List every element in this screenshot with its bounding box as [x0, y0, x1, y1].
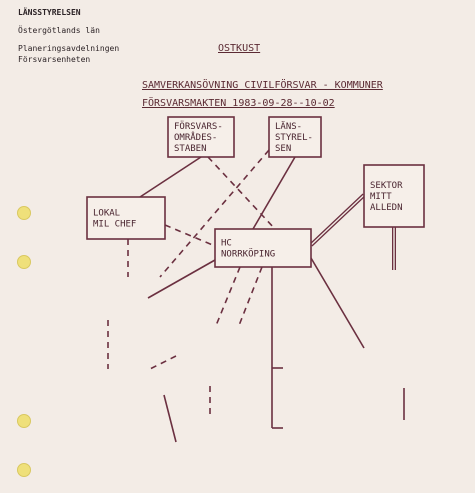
solid-connector [148, 260, 215, 298]
node-sektor-mitt [364, 165, 424, 227]
node-label: OMRÅDES- [174, 133, 218, 143]
region-heading: OSTKUST [218, 43, 261, 54]
dashed-connector [238, 267, 262, 328]
node-label: STYREL- [275, 133, 313, 143]
node-label: NORRKÖPING [221, 249, 276, 260]
exercise-title: SAMVERKANSÖVNING CIVILFÖRSVAR - KOMMUNER [142, 80, 383, 91]
solid-connector [253, 157, 295, 229]
node-label: SEN [275, 144, 292, 154]
node-forsvarsomradesstaben [168, 117, 234, 157]
node-label: MITT [370, 192, 392, 202]
solid-connector [311, 258, 364, 348]
dashed-connector [215, 267, 240, 328]
department-line-2: Försvarsenheten [18, 55, 91, 64]
node-label: LOKAL [93, 208, 121, 219]
node-label: ALLEDN [370, 203, 403, 213]
node-label: FÖRSVARS- [174, 122, 223, 132]
connector-inner [311, 195, 364, 245]
node-lokal-mil-chef [87, 197, 165, 239]
node-label: MIL CHEF [93, 219, 137, 230]
node-lansstyrelsen [269, 117, 321, 157]
org-name: LÄNSSTYRELSEN [18, 8, 81, 17]
exercise-dates: FÖRSVARSMAKTEN 1983-09-28--10-02 [142, 98, 335, 109]
node-hc-norrkoping [215, 229, 311, 267]
department-line-1: Planeringsavdelningen [18, 44, 120, 53]
solid-connector [164, 395, 176, 442]
node-label: STABEN [174, 144, 207, 154]
dashed-connector [208, 157, 275, 229]
diagram-connections [108, 150, 404, 442]
county-name: Östergötlands län [18, 26, 100, 35]
dashed-connector [150, 356, 176, 369]
node-label: SEKTOR [370, 181, 403, 191]
node-label: LÄNS- [275, 122, 303, 132]
node-label: HC [221, 238, 232, 249]
solid-connector [140, 157, 201, 197]
